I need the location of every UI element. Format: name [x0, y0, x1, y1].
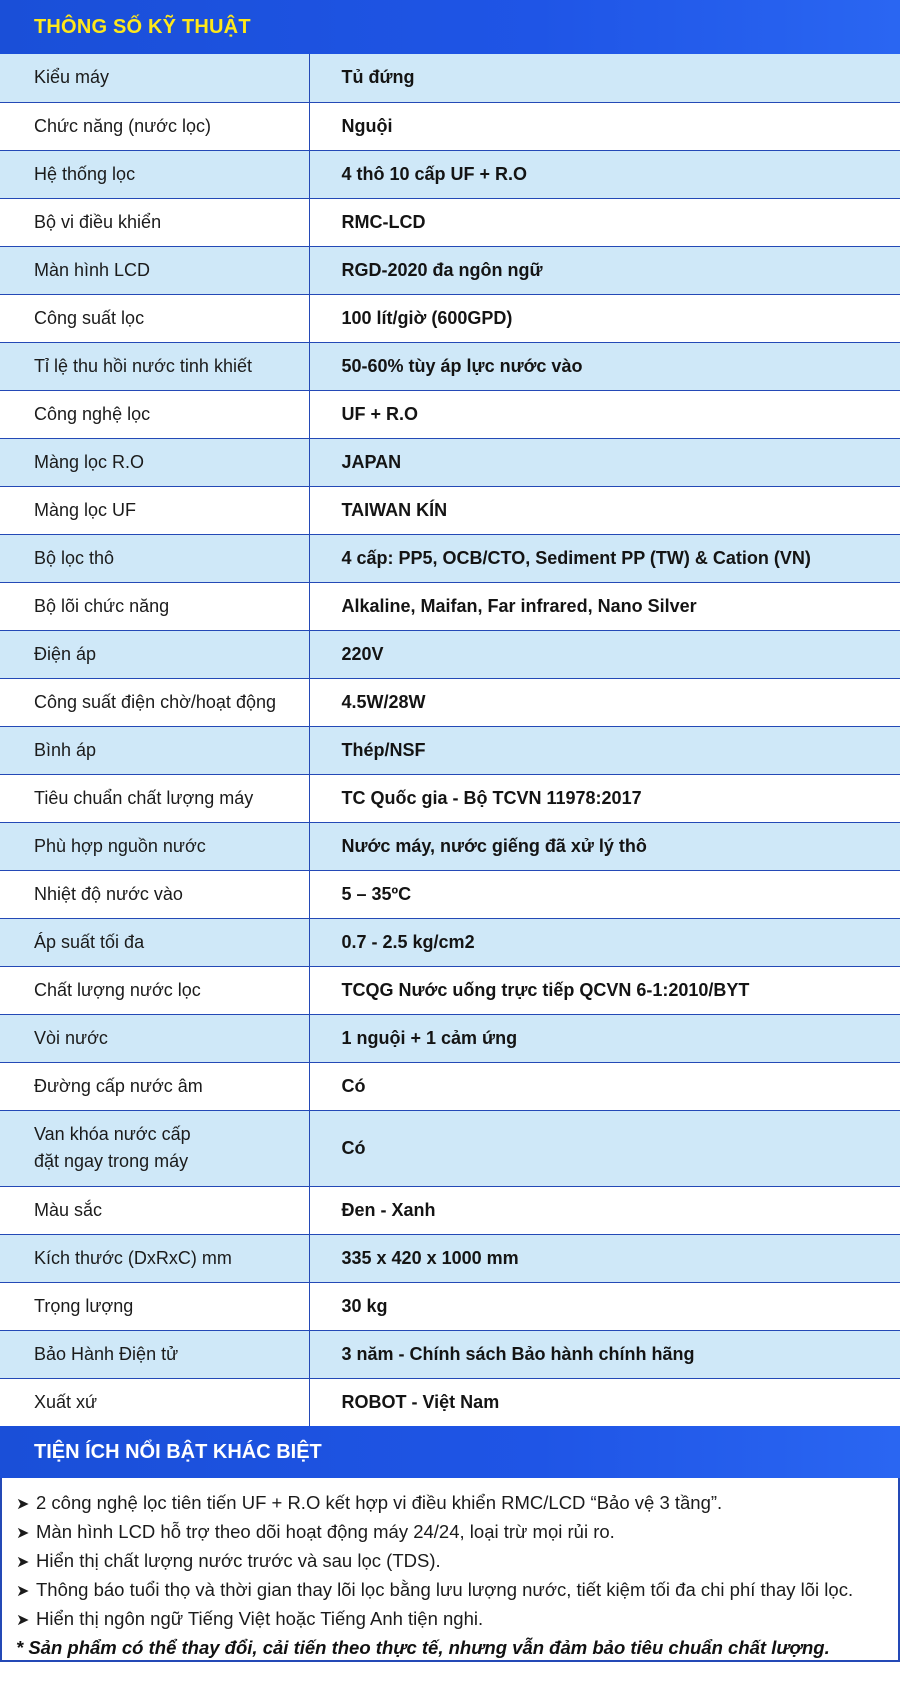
spec-value: RMC-LCD [309, 198, 900, 246]
spec-label-text: Chức năng (nước lọc) [34, 115, 211, 136]
spec-value: TAIWAN KÍN [309, 486, 900, 534]
table-row [0, 1330, 900, 1378]
spec-label [0, 582, 309, 630]
spec-label [0, 870, 309, 918]
spec-value: Alkaline, Maifan, Far infrared, Nano Silver [309, 582, 900, 630]
feature-text: Hiển thị ngôn ngữ Tiếng Việt hoặc Tiếng Anh tiện nghi. [36, 1608, 484, 1629]
feature-item [16, 1604, 898, 1633]
spec-label-text: Màu sắc [34, 1199, 103, 1220]
spec-label-text: Điện áp [34, 643, 97, 664]
spec-label [0, 150, 309, 198]
spec-label [0, 966, 309, 1014]
table-row [0, 1014, 900, 1062]
specs-table [0, 54, 900, 1426]
spec-label-text: Công suất điện chờ/hoạt động [34, 691, 276, 712]
spec-label [0, 1186, 309, 1234]
table-row [0, 438, 900, 486]
spec-label [0, 54, 309, 102]
spec-label [0, 198, 309, 246]
spec-label-text: Áp suất tối đa [34, 931, 145, 952]
spec-label-text: Vòi nước [34, 1027, 108, 1048]
table-row [0, 198, 900, 246]
feature-item [16, 1517, 898, 1546]
spec-value: 220V [309, 630, 900, 678]
spec-label [0, 726, 309, 774]
spec-value: 1 nguội + 1 cảm ứng [309, 1014, 900, 1062]
spec-label [0, 1110, 309, 1186]
table-row [0, 54, 900, 102]
spec-label-text: Đường cấp nước âm [34, 1075, 203, 1096]
spec-label-text: Công nghệ lọc [34, 403, 151, 424]
spec-label [0, 774, 309, 822]
spec-value: Đen - Xanh [309, 1186, 900, 1234]
spec-label [0, 486, 309, 534]
table-row [0, 534, 900, 582]
spec-label [0, 822, 309, 870]
spec-label-text: Bộ lọc thô [34, 547, 115, 568]
specs-title: THÔNG SỐ KỸ THUẬT [34, 15, 251, 38]
spec-label [0, 390, 309, 438]
spec-label [0, 342, 309, 390]
spec-label [0, 1282, 309, 1330]
spec-label [0, 1062, 309, 1110]
spec-label-text-line2: đặt ngay trong máy [34, 1151, 189, 1171]
features-box [0, 1478, 900, 1662]
table-row [0, 246, 900, 294]
spec-label [0, 1234, 309, 1282]
spec-label-text: Hệ thống lọc [34, 163, 136, 184]
feature-text: Thông báo tuổi thọ và thời gian thay lõi lọc bằng lưu lượng nước, tiết kiệm tối đa chi phí thay lõi lọc. [36, 1579, 854, 1600]
table-row [0, 774, 900, 822]
table-row [0, 342, 900, 390]
spec-label [0, 294, 309, 342]
table-row [0, 1186, 900, 1234]
spec-label-text: Công suất lọc [34, 307, 145, 328]
table-row [0, 726, 900, 774]
spec-value: ROBOT - Việt Nam [341, 1391, 500, 1412]
table-row [0, 390, 900, 438]
spec-value: Tủ đứng [309, 54, 900, 102]
spec-label [0, 246, 309, 294]
specs-header [0, 0, 900, 54]
spec-label-text: Bình áp [34, 739, 97, 760]
spec-label-text: Van khóa nước cấp [34, 1124, 191, 1144]
feature-text: Màn hình LCD hỗ trợ theo dõi hoạt động máy 24/24, loại trừ mọi rủi ro. [36, 1521, 615, 1542]
spec-label [0, 918, 309, 966]
spec-value: 50-60% tùy áp lực nước vào [309, 342, 900, 390]
features-title: TIỆN ÍCH NỔI BẬT KHÁC BIỆT [34, 1440, 322, 1463]
table-row [0, 102, 900, 150]
spec-value: Có [309, 1062, 900, 1110]
feature-item [16, 1546, 898, 1575]
spec-label-text: Màng lọc UF [34, 499, 137, 520]
spec-label-text: Trọng lượng [34, 1295, 134, 1316]
spec-label [0, 630, 309, 678]
arrow-bullet-icon: ➤ [16, 1525, 30, 1542]
spec-label-text: Xuất xứ [34, 1391, 98, 1412]
table-row [0, 630, 900, 678]
arrow-bullet-icon: ➤ [16, 1496, 30, 1513]
spec-label-text: Phù hợp nguồn nước [34, 835, 206, 856]
arrow-bullet-icon: ➤ [16, 1554, 30, 1571]
spec-value: JAPAN [309, 438, 900, 486]
table-row [0, 870, 900, 918]
spec-value: Có [309, 1110, 900, 1186]
features-header [0, 1426, 900, 1478]
table-row [0, 294, 900, 342]
spec-value: 3 năm - Chính sách Bảo hành chính hãng [309, 1330, 900, 1378]
spec-value: Nguội [309, 102, 900, 150]
table-row [0, 1062, 900, 1110]
spec-value: 335 x 420 x 1000 mm [309, 1234, 900, 1282]
spec-label [0, 438, 309, 486]
spec-label-text: Nhiệt độ nước vào [34, 883, 183, 904]
spec-label-text: Bộ lõi chức năng [34, 595, 170, 616]
spec-label-text: Màng lọc R.O [34, 451, 145, 472]
spec-label-text: Bộ vi điều khiển [34, 211, 162, 232]
spec-label-text: Bảo Hành Điện tử [34, 1343, 179, 1364]
arrow-bullet-icon: ➤ [16, 1583, 30, 1600]
spec-label-text: Tỉ lệ thu hồi nước tinh khiết [34, 355, 252, 376]
spec-label-text: Kích thước (DxRxC) mm [34, 1247, 232, 1268]
spec-value: UF + R.O [309, 390, 900, 438]
spec-value: TC Quốc gia - Bộ TCVN 11978:2017 [309, 774, 900, 822]
table-row [0, 582, 900, 630]
table-row [0, 678, 900, 726]
table-row [0, 486, 900, 534]
feature-text: 2 công nghệ lọc tiên tiến UF + R.O kết hợp vi điều khiển RMC/LCD “Bảo vệ 3 tầng”. [36, 1492, 723, 1513]
feature-item [16, 1575, 898, 1604]
table-row [0, 1378, 900, 1426]
table-row [0, 150, 900, 198]
table-row [0, 1110, 900, 1186]
spec-value: Thép/NSF [309, 726, 900, 774]
spec-label-text: Màn hình LCD [34, 259, 151, 280]
spec-value: 4.5W/28W [309, 678, 900, 726]
table-row [0, 966, 900, 1014]
table-row [0, 822, 900, 870]
spec-label [0, 102, 309, 150]
spec-value: 4 thô 10 cấp UF + R.O [309, 150, 900, 198]
feature-item [16, 1488, 898, 1517]
spec-value: RGD-2020 đa ngôn ngữ [309, 246, 900, 294]
spec-value: 4 cấp: PP5, OCB/CTO, Sediment PP (TW) & Cation (VN) [309, 534, 900, 582]
spec-label [0, 678, 309, 726]
arrow-bullet-icon: ➤ [16, 1612, 30, 1629]
spec-value: 5 – 35ºC [309, 870, 900, 918]
disclaimer-note: * Sản phẩm có thể thay đổi, cải tiến theo thực tế, nhưng vẫn đảm bảo tiêu chuẩn chất lượng. [16, 1637, 830, 1658]
spec-label-text: Kiểu máy [34, 67, 110, 88]
table-row [0, 918, 900, 966]
spec-label-text: Chất lượng nước lọc [34, 979, 201, 1000]
spec-value: 100 lít/giờ (600GPD) [309, 294, 900, 342]
spec-label [0, 1330, 309, 1378]
spec-value: 30 kg [309, 1282, 900, 1330]
feature-text: Hiển thị chất lượng nước trước và sau lọc (TDS). [36, 1550, 441, 1571]
spec-label-text: Tiêu chuẩn chất lượng máy [34, 787, 254, 808]
spec-value: Nước máy, nước giếng đã xử lý thô [309, 822, 900, 870]
spec-label [0, 534, 309, 582]
spec-value: TCQG Nước uống trực tiếp QCVN 6-1:2010/BYT [309, 966, 900, 1014]
spec-label [0, 1014, 309, 1062]
spec-value: 0.7 - 2.5 kg/cm2 [309, 918, 900, 966]
spec-label [0, 1378, 309, 1426]
table-row [0, 1282, 900, 1330]
table-row [0, 1234, 900, 1282]
